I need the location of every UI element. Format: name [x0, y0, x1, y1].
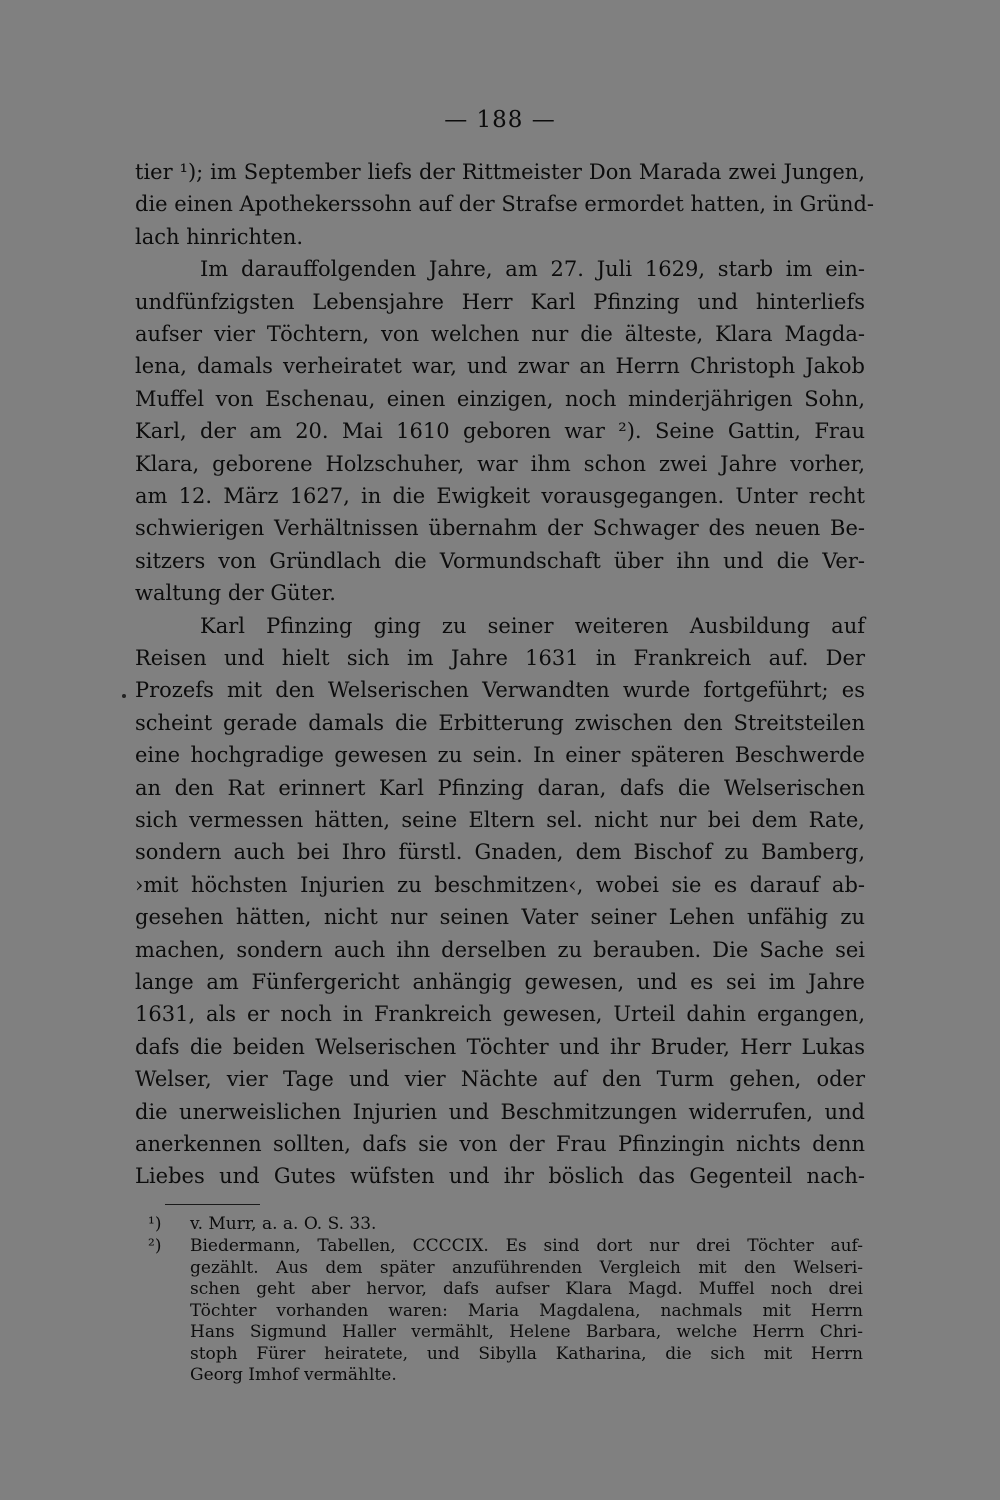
body-line-1: tier ¹); im September liefs der Rittmeister Don Marada zwei Jungen,: [135, 160, 865, 184]
body-line-19: eine hochgradige gewesen zu sein. In einer späteren Beschwerde: [135, 743, 865, 768]
body-line-5: undfünfzigsten Lebensjahre Herr Karl Pfinzing und hinterliefs: [135, 289, 865, 314]
body-line-6: aufser vier Töchtern, von welchen nur die älteste, Klara Magda-: [135, 322, 865, 346]
body-line-21: sich vermessen hätten, seine Eltern sel. nicht nur bei dem Rate,: [135, 808, 865, 832]
body-line-22: sondern auch bei Ihro fürstl. Gnaden, dem Bischof zu Bamberg,: [135, 840, 865, 865]
margin-mark: [122, 694, 126, 698]
body-line-29: Welser, vier Tage und vier Nächte auf den Turm gehen, oder: [135, 1067, 865, 1092]
body-line-7: lena, damals verheiratet war, und zwar an Herrn Christoph Jakob: [135, 354, 865, 379]
body-line-3: lach hinrichten.: [135, 224, 304, 249]
footnote-2-text-line-4: Töchter vorhanden waren: Maria Magdalena, nachmals mit Herrn: [190, 1300, 863, 1321]
body-line-2: die einen Apothekerssohn auf der Strafse ermordet hatten, in Gründ-: [135, 192, 875, 217]
footnote-1: [148, 1214, 863, 1236]
body-line-20: an den Rat erinnert Karl Pfinzing daran, dafs die Welserischen: [135, 775, 865, 800]
body-line-26: lange am Fünfergericht anhängig gewesen, und es sei im Jahre: [135, 970, 865, 994]
footnote-rule: [165, 1204, 260, 1205]
page-number-header: — 188 —: [444, 107, 556, 133]
body-line-30: die unerweislichen Injurien und Beschmitzungen widerrufen, und: [135, 1099, 865, 1124]
footnote-2-text-line-3: schen geht aber hervor, dafs aufser Klara Magd. Muffel noch drei: [190, 1279, 863, 1299]
body-line-17: Prozefs mit den Welserischen Verwandten wurde fortgeführt; es: [135, 678, 865, 703]
body-line-12: schwierigen Verhältnissen übernahm der Schwager des neuen Be-: [135, 516, 865, 541]
body-line-24: gesehen hätten, nicht nur seinen Vater seiner Lehen unfähig zu: [135, 905, 865, 930]
body-line-11: am 12. März 1627, in die Ewigkeit vorausgegangen. Unter recht: [135, 484, 865, 508]
body-line-32: Liebes und Gutes wüfsten und ihr böslich das Gegenteil nach-: [135, 1164, 865, 1189]
body-line-10: Klara, geborene Holzschuher, war ihm schon zwei Jahre vorher,: [135, 451, 865, 476]
footnote-1-text: v. Murr, a. a. O. S. 33.: [190, 1214, 377, 1234]
footnote-1-mark: ¹): [148, 1214, 162, 1234]
body-line-14: waltung der Güter.: [135, 581, 336, 606]
body-line-18: scheint gerade damals die Erbitterung zwischen den Streitsteilen: [135, 710, 865, 735]
footnote-2-text-line-7: Georg Imhof vermählte.: [190, 1365, 397, 1385]
footnote-2-text-line-1: Biedermann, Tabellen, CCCCIX. Es sind dort nur drei Töchter auf-: [190, 1236, 863, 1256]
body-line-31: anerkennen sollten, dafs sie von der Frau Pfinzingin nichts denn: [135, 1132, 865, 1156]
body-line-23: ›mit höchsten Injurien zu beschmitzen‹, wobei sie es darauf ab-: [135, 872, 865, 897]
footnote-2-text-line-2: gezählt. Aus dem später anzuführenden Vergleich mit den Welseri-: [190, 1257, 863, 1278]
body-line-15: Karl Pfinzing ging zu seiner weiteren Ausbildung auf: [200, 613, 865, 638]
body-line-28: dafs die beiden Welserischen Töchter und ihr Bruder, Herr Lukas: [135, 1034, 865, 1059]
body-line-25: machen, sondern auch ihn derselben zu berauben. Die Sache sei: [135, 937, 865, 962]
body-line-8: Muffel von Eschenau, einen einzigen, noch minderjährigen Sohn,: [135, 386, 865, 411]
footnote-2-text-line-6: stoph Fürer heiratete, und Sibylla Katharina, die sich mit Herrn: [190, 1343, 863, 1364]
body-line-27: 1631, als er noch in Frankreich gewesen, Urteil dahin ergangen,: [135, 1002, 865, 1027]
body-line-4: Im darauffolgenden Jahre, am 27. Juli 1629, starb im ein-: [200, 257, 865, 282]
body-line-13: sitzers von Gründlach die Vormundschaft über ihn und die Ver-: [135, 548, 865, 573]
footnote-2-mark: ²): [148, 1236, 162, 1256]
body-line-9: Karl, der am 20. Mai 1610 geboren war ²). Seine Gattin, Frau: [135, 419, 865, 444]
footnote-2-text-line-5: Hans Sigmund Haller vermählt, Helene Barbara, welche Herrn Chri-: [190, 1322, 863, 1342]
body-line-16: Reisen und hielt sich im Jahre 1631 in Frankreich auf. Der: [135, 646, 865, 670]
